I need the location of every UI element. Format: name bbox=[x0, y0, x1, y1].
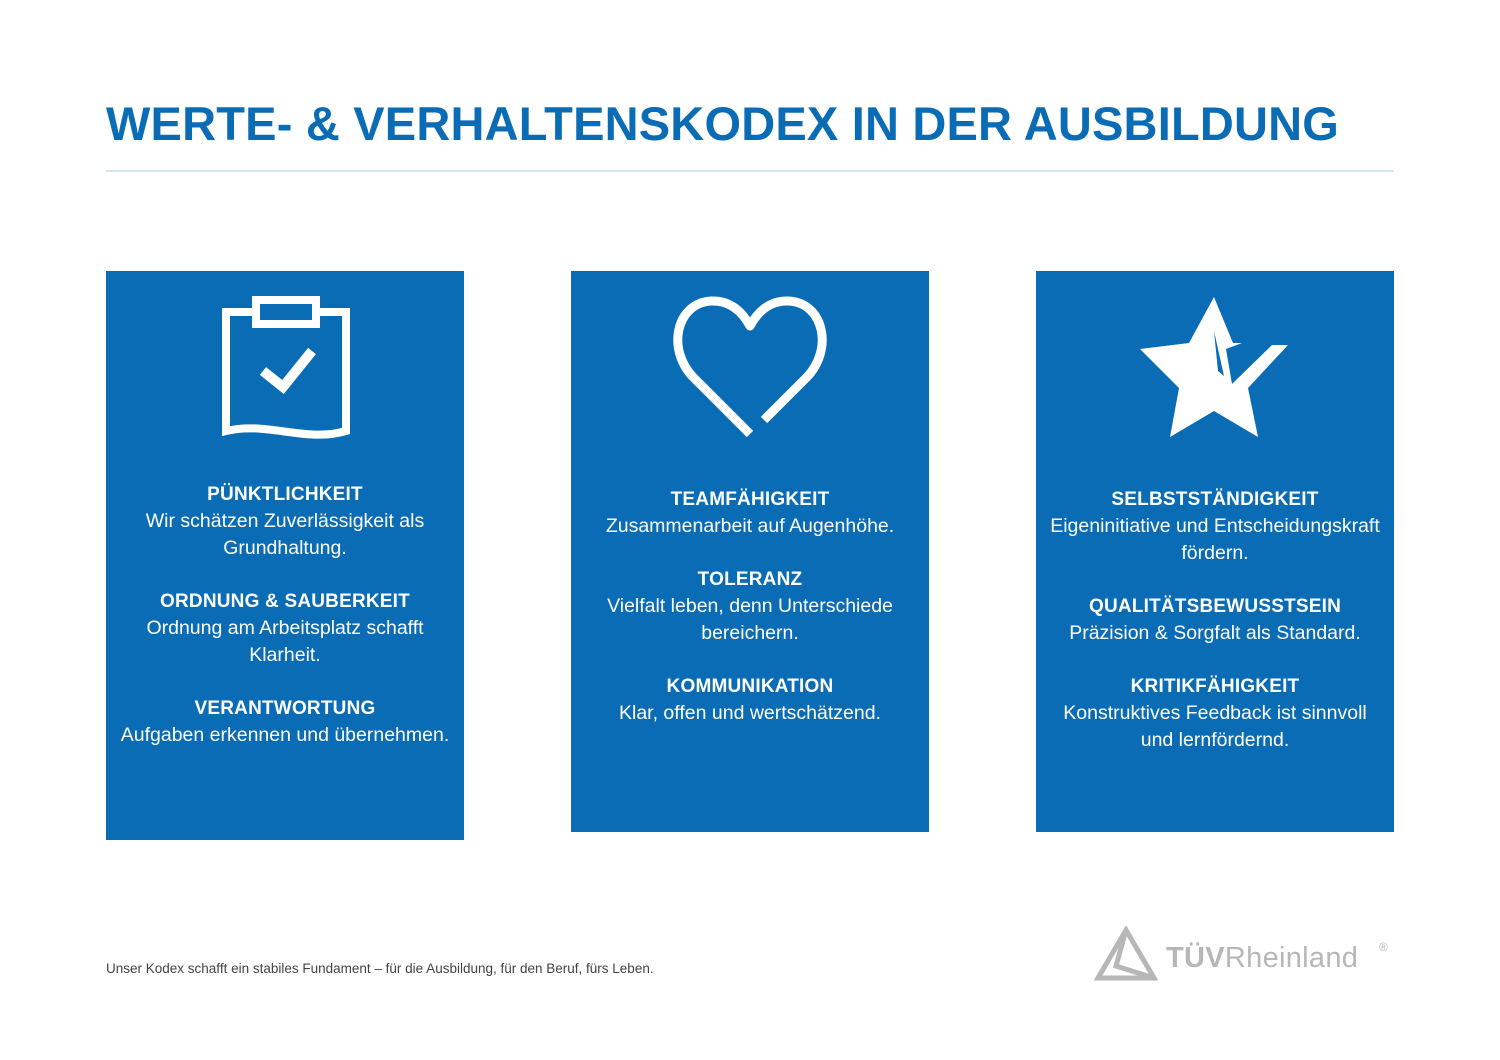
value-description: Eigeninitiative und Entscheidungskraft fördern. bbox=[1050, 515, 1380, 564]
footer-note: Unser Kodex schafft ein stabiles Fundament – für die Ausbildung, für den Beruf, fürs Leben. bbox=[106, 961, 654, 976]
value-title: TEAMFÄHIGKEIT bbox=[670, 489, 830, 510]
clipboard-check-icon bbox=[106, 271, 464, 471]
value-description: Ordnung am Arbeitsplatz schafft Klarheit. bbox=[146, 617, 424, 666]
logo-brand-bold: TÜV bbox=[1166, 942, 1225, 974]
value-item bbox=[106, 481, 464, 562]
value-item bbox=[571, 486, 929, 540]
value-title: SELBSTSTÄNDIGKEIT bbox=[1111, 489, 1319, 510]
value-description: Präzision & Sorgfalt als Standard. bbox=[1069, 622, 1361, 644]
value-card-1 bbox=[106, 271, 464, 840]
value-item bbox=[571, 673, 929, 727]
value-description: Vielfalt leben, denn Unterschiede bereichern. bbox=[607, 595, 893, 644]
value-item bbox=[571, 566, 929, 647]
value-title: KRITIKFÄHIGKEIT bbox=[1130, 676, 1300, 697]
value-item bbox=[1036, 673, 1394, 754]
logo-wordmark bbox=[1166, 942, 1358, 975]
title-divider bbox=[106, 170, 1394, 172]
heart-icon bbox=[571, 271, 929, 471]
value-description: Aufgaben erkennen und übernehmen. bbox=[120, 724, 450, 746]
value-title: ORDNUNG & SAUBERKEIT bbox=[160, 591, 410, 612]
value-title: VERANTWORTUNG bbox=[194, 698, 376, 719]
value-item bbox=[1036, 593, 1394, 647]
tuv-rheinland-logo bbox=[1094, 926, 1394, 982]
value-title: QUALITÄTSBEWUSSTSEIN bbox=[1088, 596, 1342, 617]
value-item bbox=[106, 695, 464, 749]
value-description: Konstruktives Feedback ist sinnvoll und lernfördernd. bbox=[1063, 702, 1367, 751]
registered-mark: ® bbox=[1379, 940, 1388, 954]
value-title: PÜNKTLICHKEIT bbox=[207, 484, 363, 505]
value-description: Klar, offen und wertschätzend. bbox=[619, 702, 881, 724]
page-title: WERTE- & VERHALTENSKODEX IN DER AUSBILDUNG bbox=[106, 97, 1340, 150]
value-title: KOMMUNIKATION bbox=[666, 676, 834, 697]
value-card-3 bbox=[1036, 271, 1394, 832]
value-title: TOLERANZ bbox=[697, 569, 803, 590]
star-check-icon bbox=[1036, 271, 1394, 471]
value-item bbox=[1036, 486, 1394, 567]
value-description: Wir schätzen Zuverlässigkeit als Grundhaltung. bbox=[145, 510, 425, 559]
value-description: Zusammenarbeit auf Augenhöhe. bbox=[605, 515, 895, 537]
value-item bbox=[106, 588, 464, 669]
tuv-triangle-logo-icon bbox=[1094, 926, 1158, 987]
logo-brand-regular: Rheinland bbox=[1224, 942, 1359, 974]
value-card-2 bbox=[571, 271, 929, 832]
